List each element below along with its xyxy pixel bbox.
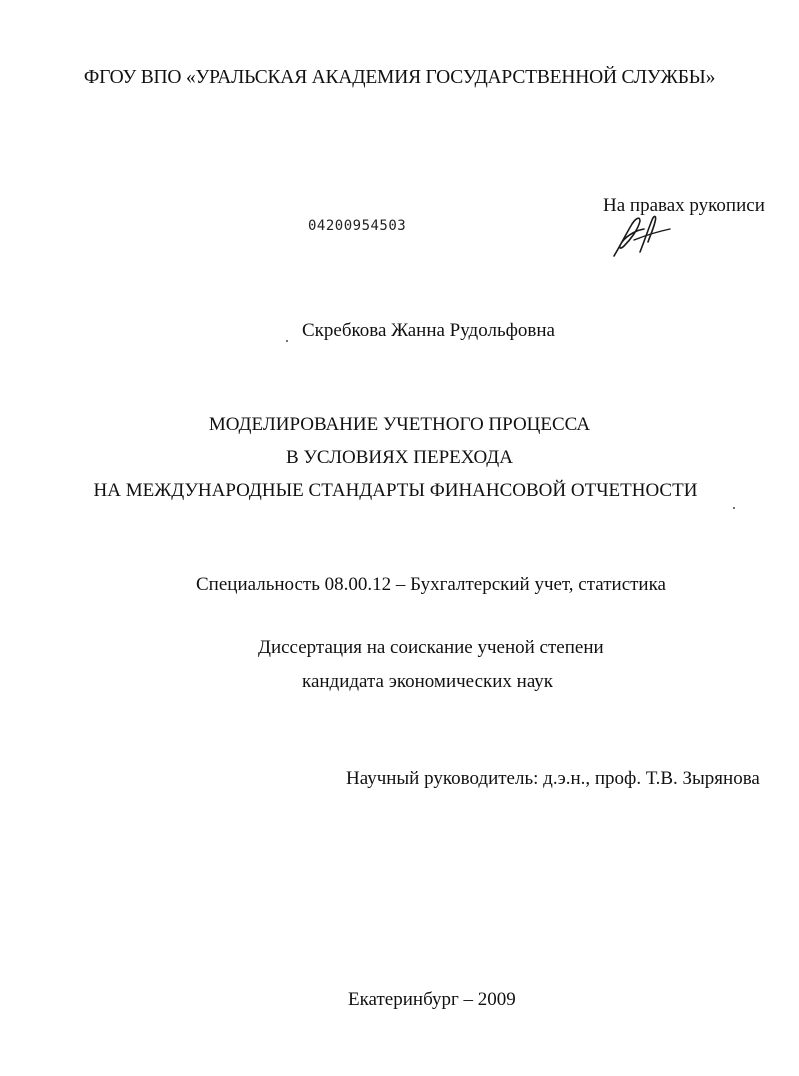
title-line: В УСЛОВИЯХ ПЕРЕХОДА bbox=[286, 447, 513, 468]
scan-speck bbox=[286, 340, 288, 342]
city-year: Екатеринбург – 2009 bbox=[348, 989, 516, 1010]
scan-speck bbox=[733, 507, 735, 509]
specialty-line: Специальность 08.00.12 – Бухгалтерский учет, статистика bbox=[196, 574, 666, 595]
institution-header: ФГОУ ВПО «УРАЛЬСКАЯ АКАДЕМИЯ ГОСУДАРСТВЕННОЙ СЛУЖБЫ» bbox=[83, 67, 716, 88]
dissertation-degree-line: Диссертация на соискание ученой степени bbox=[258, 637, 604, 658]
dissertation-degree-line: кандидата экономических наук bbox=[302, 671, 554, 692]
title-line: МОДЕЛИРОВАНИЕ УЧЕТНОГО ПРОЦЕССА bbox=[208, 414, 591, 435]
manuscript-rights-label: На правах рукописи bbox=[603, 195, 765, 216]
title-line: НА МЕЖДУНАРОДНЫЕ СТАНДАРТЫ ФИНАНСОВОЙ ОТЧЕТНОСТИ bbox=[93, 480, 698, 501]
handwritten-signature bbox=[610, 212, 674, 260]
author-name: Скребкова Жанна Рудольфовна bbox=[302, 320, 555, 341]
catalog-number: 04200954503 bbox=[308, 218, 407, 234]
scientific-supervisor: Научный руководитель: д.э.н., проф. Т.В. Зырянова bbox=[346, 768, 760, 789]
